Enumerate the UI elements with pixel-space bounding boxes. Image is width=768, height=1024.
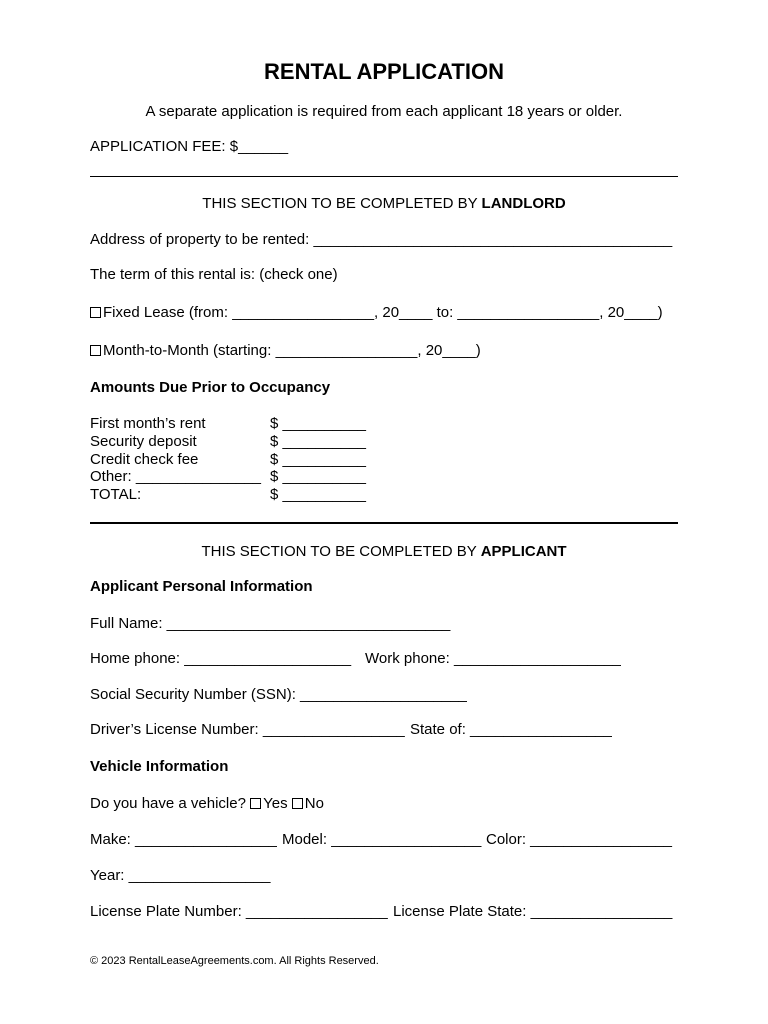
vehicle-yes-label: Yes xyxy=(263,795,288,812)
amounts-heading: Amounts Due Prior to Occupancy xyxy=(90,379,331,396)
fixed-lease-label: Fixed Lease (from: _________________, 20____ to: _________________, 20____) xyxy=(103,304,663,321)
vehicle-yes-checkbox[interactable] xyxy=(250,798,261,809)
month-to-month-label: Month-to-Month (starting: _________________, 20____) xyxy=(103,342,481,359)
document-subtitle: A separate application is required from each applicant 18 years or older. xyxy=(145,103,623,120)
amount-field[interactable]: $ __________ xyxy=(270,468,366,485)
amount-label: First month’s rent xyxy=(90,415,206,432)
month-to-month-checkbox[interactable] xyxy=(90,345,101,356)
amount-field[interactable]: $ __________ xyxy=(270,433,366,450)
year-field[interactable]: Year: _________________ xyxy=(90,867,271,884)
fixed-lease-option[interactable] xyxy=(90,304,663,322)
copyright-footer: © 2023 RentalLeaseAgreements.com. All Rights Reserved. xyxy=(90,955,379,967)
license-state-field[interactable]: State of: _________________ xyxy=(410,721,612,738)
make-field[interactable]: Make: _________________ xyxy=(90,831,277,848)
home-phone-field[interactable]: Home phone: ____________________ xyxy=(90,650,352,667)
application-fee-field[interactable]: APPLICATION FEE: $______ xyxy=(90,138,289,155)
vehicle-question-label: Do you have a vehicle? xyxy=(90,795,246,812)
section-prefix: THIS SECTION TO BE COMPLETED BY xyxy=(202,195,482,212)
amount-label: Credit check fee xyxy=(90,451,199,468)
fixed-lease-checkbox[interactable] xyxy=(90,307,101,318)
divider-section xyxy=(90,522,678,524)
amount-label: Security deposit xyxy=(90,433,197,450)
amount-label-total: TOTAL: xyxy=(90,486,142,503)
plate-state-field[interactable]: License Plate State: _________________ xyxy=(393,903,673,920)
landlord-section-heading xyxy=(0,195,768,213)
vehicle-question-row xyxy=(90,795,324,813)
plate-number-field[interactable]: License Plate Number: _________________ xyxy=(90,903,388,920)
amount-field[interactable]: $ __________ xyxy=(270,451,366,468)
divider-top xyxy=(90,176,678,177)
document-title: RENTAL APPLICATION xyxy=(264,59,504,84)
applicant-section-heading xyxy=(0,543,768,561)
model-field[interactable]: Model: __________________ xyxy=(282,831,482,848)
full-name-field[interactable]: Full Name: __________________________________ xyxy=(90,615,451,632)
section-prefix: THIS SECTION TO BE COMPLETED BY xyxy=(201,543,481,560)
month-to-month-option[interactable] xyxy=(90,342,481,360)
amount-label-other[interactable]: Other: _______________ xyxy=(90,468,261,485)
section-role-applicant: APPLICANT xyxy=(480,543,567,560)
drivers-license-field[interactable]: Driver’s License Number: _________________ xyxy=(90,721,405,738)
work-phone-field[interactable]: Work phone: ____________________ xyxy=(365,650,621,667)
rental-term-label: The term of this rental is: (check one) xyxy=(90,266,338,283)
vehicle-no-checkbox[interactable] xyxy=(292,798,303,809)
section-role-landlord: LANDLORD xyxy=(481,195,566,212)
ssn-field[interactable]: Social Security Number (SSN): ____________________ xyxy=(90,686,467,703)
amount-field-total[interactable]: $ __________ xyxy=(270,486,366,503)
color-field[interactable]: Color: _________________ xyxy=(486,831,672,848)
vehicle-info-heading: Vehicle Information xyxy=(90,758,229,775)
personal-info-heading: Applicant Personal Information xyxy=(90,578,313,595)
property-address-field[interactable]: Address of property to be rented: ___________________________________________ xyxy=(90,231,673,248)
amount-field[interactable]: $ __________ xyxy=(270,415,366,432)
vehicle-no-label: No xyxy=(304,795,324,812)
